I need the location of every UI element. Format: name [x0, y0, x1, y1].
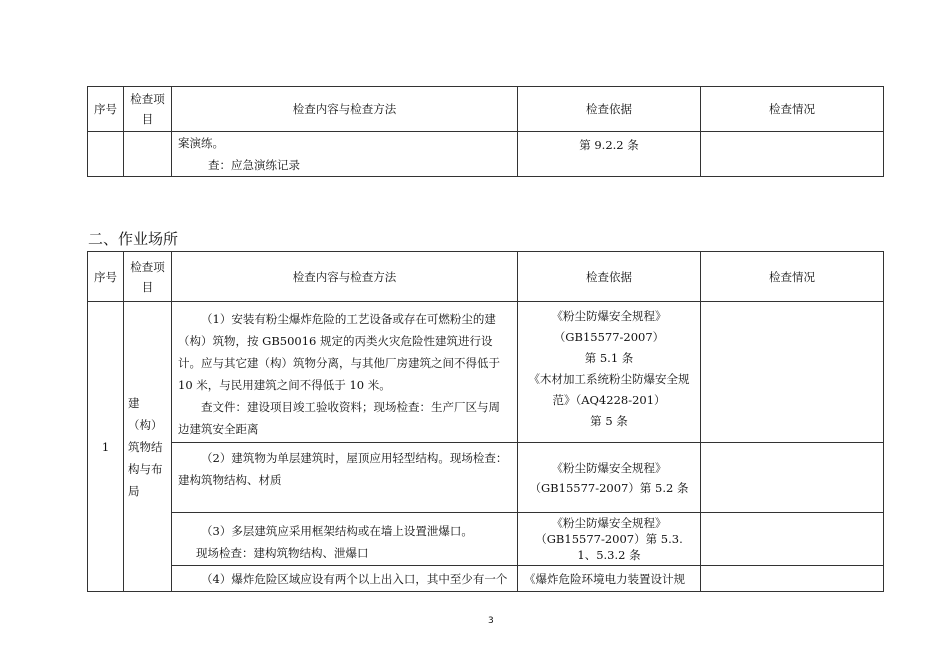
- header-basis: 检查依据: [518, 252, 701, 302]
- header-content: 检查内容与检查方法: [172, 87, 518, 132]
- content-cell: [172, 132, 518, 177]
- table-row: [88, 443, 884, 513]
- table-row: [88, 302, 884, 443]
- table-header-row: [88, 252, 884, 302]
- header-item: 检查项目: [124, 252, 172, 302]
- content-line: （4）爆炸危险区域应设有两个以上出入口，其中至少有一个: [201, 571, 508, 586]
- basis-line: 第 5.1 条: [584, 351, 634, 365]
- table-row: [88, 566, 884, 592]
- header-item: 检查项目: [124, 87, 172, 132]
- status-cell: [701, 566, 884, 592]
- header-seq: 序号: [88, 87, 124, 132]
- basis-line: （GB15577-2007）第 5.3.: [535, 532, 683, 546]
- table-row: [88, 513, 884, 566]
- seq-cell: 1: [88, 302, 124, 592]
- basis-cell: [518, 566, 701, 592]
- header-basis: 检查依据: [518, 87, 701, 132]
- basis-line: 第 5 条: [590, 414, 628, 428]
- status-cell: [701, 513, 884, 566]
- content-cell: [172, 513, 518, 566]
- inspection-table-continued: [87, 86, 884, 177]
- status-cell: [701, 443, 884, 513]
- content-line: 查文件：建设项目竣工验收资料；现场检查：生产厂区与周边建筑安全距离: [178, 400, 500, 436]
- content-line: 现场检查：建构筑物结构、泄爆口: [196, 546, 369, 560]
- content-cell: [172, 566, 518, 592]
- header-status: 检查情况: [701, 87, 884, 132]
- basis-line: 1、5.3.2 条: [577, 548, 641, 562]
- header-content: 检查内容与检查方法: [172, 252, 518, 302]
- inspection-table-workplace: [87, 251, 884, 592]
- basis-line: 《粉尘防爆安全规程》: [551, 309, 667, 323]
- page-number: 3: [488, 616, 494, 626]
- section-title: 二、作业场所: [88, 230, 179, 248]
- content-line: （2）建筑物为单层建筑时，屋顶应用轻型结构。现场检查：建构筑物结构、材质: [178, 451, 508, 487]
- item-cell: 建（构）筑物结构与布局: [124, 302, 172, 592]
- basis-line: 范》（AQ4228-201）: [552, 393, 666, 407]
- header-status: 检查情况: [701, 252, 884, 302]
- basis-line: （GB15577-2007）第 5.2 条: [529, 480, 689, 495]
- basis-cell: [518, 443, 701, 513]
- basis-line: 《木材加工系统粉尘防爆安全规: [528, 372, 690, 386]
- basis-cell: 第 9.2.2 条: [518, 132, 701, 177]
- content-line: （3）多层建筑应采用框架结构或在墙上设置泄爆口。: [201, 524, 473, 538]
- table-row: [88, 132, 884, 177]
- header-seq: 序号: [88, 252, 124, 302]
- basis-line: 《爆炸危险环境电力装置设计规: [524, 571, 685, 586]
- status-cell: [701, 302, 884, 443]
- basis-line: 《粉尘防爆安全规程》: [551, 460, 667, 475]
- basis-line: （GB15577-2007）: [553, 330, 665, 344]
- table-header-row: [88, 87, 884, 132]
- content-cell: [172, 443, 518, 513]
- content-cell: [172, 302, 518, 443]
- content-line: 案演练。: [178, 136, 224, 150]
- content-line: （1）安装有粉尘爆炸危险的工艺设备或存在可燃粉尘的建（构）筑物，按 GB50016 规定的丙类火灾危险性建筑进行设计。应与其它建（构）筑物分离，与其他厂房建筑之间不得低于 10 米，与民用建筑之间不得低于 10 米。: [178, 312, 500, 392]
- basis-cell: [518, 302, 701, 443]
- status-cell: [701, 132, 884, 177]
- basis-cell: [518, 513, 701, 566]
- basis-line: 《粉尘防爆安全规程》: [551, 516, 667, 530]
- item-cell: [124, 132, 172, 177]
- seq-cell: [88, 132, 124, 177]
- content-line: 查：应急演练记录: [208, 158, 300, 172]
